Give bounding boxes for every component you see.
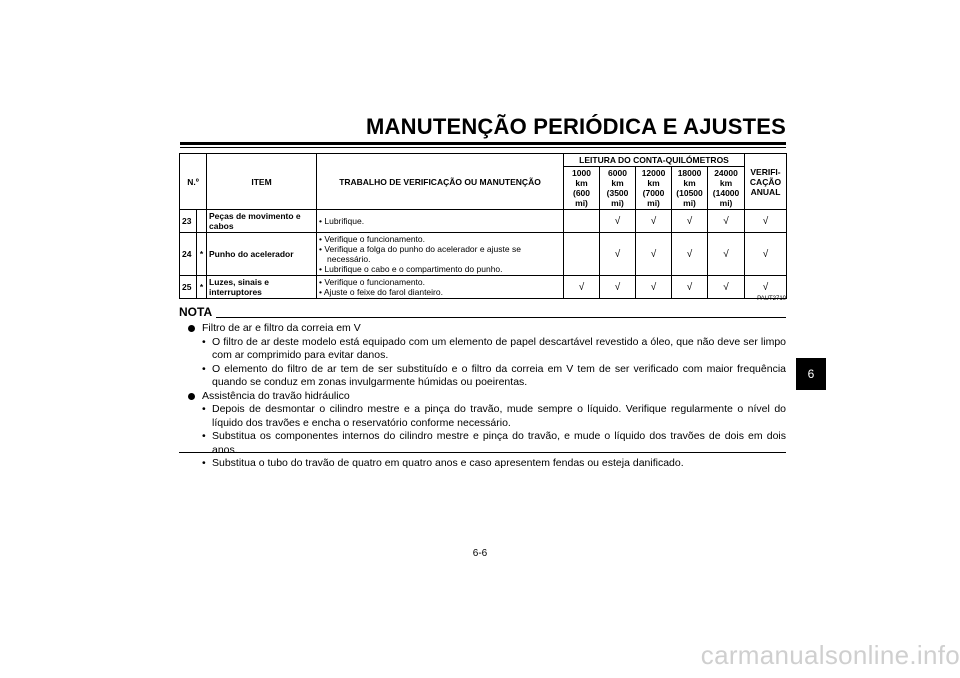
nota-item	[188, 336, 786, 363]
table-row	[180, 210, 787, 233]
nota-item	[188, 403, 786, 430]
check-cell: √	[636, 233, 672, 276]
table-row	[180, 276, 787, 299]
bullet-icon: •	[319, 264, 325, 274]
check-cell	[564, 233, 600, 276]
row-item: Luzes, sinais e interruptores	[207, 276, 317, 299]
check-cell: √	[745, 210, 787, 233]
check-cell: √	[600, 233, 636, 276]
bullet-icon: •	[202, 362, 206, 375]
task-item	[319, 264, 561, 274]
page-title: MANUTENÇÃO PERIÓDICA E AJUSTES	[366, 114, 786, 139]
task-item	[319, 287, 561, 297]
nota-item	[188, 457, 786, 471]
check-cell: √	[636, 276, 672, 299]
row-star: *	[197, 233, 207, 276]
bullet-dot-icon	[188, 393, 195, 400]
page-number: 6-6	[472, 548, 488, 559]
bullet-icon: •	[319, 216, 325, 226]
mi-value: (600 mi)	[573, 188, 591, 208]
row-item: Punho do acelerador	[207, 233, 317, 276]
bullet-icon: •	[202, 335, 206, 348]
bullet-dot-icon	[188, 325, 195, 332]
check-cell: √	[745, 233, 787, 276]
task-text: Verifique o funcionamento.	[324, 277, 426, 287]
check-cell: √	[708, 233, 745, 276]
bullet-icon: •	[202, 430, 206, 442]
mi-value: (14000 mi)	[712, 188, 740, 208]
check-cell: √	[564, 276, 600, 299]
row-number: 23	[180, 210, 197, 233]
bullet-icon: •	[319, 287, 324, 297]
row-tasks	[317, 276, 564, 299]
nota-item	[188, 363, 786, 390]
check-cell	[564, 210, 600, 233]
task-item	[319, 244, 561, 264]
header-num: N.º	[180, 154, 207, 210]
task-item	[319, 277, 561, 287]
km-value: 24000 km	[714, 168, 738, 188]
reference-code: PAUT2710	[757, 296, 786, 302]
nota-section-heading	[188, 322, 786, 336]
check-cell: √	[745, 276, 787, 299]
nota-section-heading	[188, 390, 786, 404]
header-km-3	[672, 167, 708, 210]
row-item: Peças de movimento e cabos	[207, 210, 317, 233]
table-row	[180, 233, 787, 276]
chapter-tab[interactable]: 6	[796, 358, 826, 390]
task-text: Lubrifique.	[324, 216, 365, 226]
header-work: TRABALHO DE VERIFICAÇÃO OU MANUTENÇÃO	[317, 154, 564, 210]
maintenance-table	[179, 153, 787, 299]
mi-value: (10500 mi)	[676, 188, 703, 208]
nota-rule	[216, 317, 786, 318]
mi-value: (7000 mi)	[642, 188, 665, 208]
header-item: ITEM	[207, 154, 317, 210]
nota-item-text: Depois de desmontar o cilindro mestre e a pinça do travão, mude sempre o líquido. Verifique regularmente o nível do líquido dos travões e encha o reservatório conforme necessário.	[212, 403, 786, 429]
task-text: Verifique o funcionamento.	[324, 234, 426, 244]
nota-item-text: O filtro de ar deste modelo está equipado com um elemento de papel descartável revestido a óleo, que não deve ser limpo com ar comprimido para evitar danos.	[212, 335, 786, 361]
header-annual: VERIFI-CAÇÃO ANUAL	[745, 154, 787, 210]
header-km-2	[636, 167, 672, 210]
task-text: Ajuste o feixe do farol dianteiro.	[323, 287, 443, 297]
check-cell: √	[708, 210, 745, 233]
section-heading-text: Assistência do travão hidráulico	[202, 389, 350, 402]
check-cell: √	[672, 276, 708, 299]
km-value: 18000 km	[677, 168, 702, 188]
check-cell: √	[672, 233, 708, 276]
row-tasks	[317, 210, 564, 233]
bottom-rule	[179, 452, 786, 453]
row-number: 24	[180, 233, 197, 276]
task-text: Verifique a folga do punho do acelerador e ajuste se necessário.	[324, 244, 521, 264]
title-rule	[180, 142, 786, 145]
nota-item-text: O elemento do filtro de ar tem de ser substituído e o filtro da correia em V tem de ser verificado com maior frequência quando se conduz em zonas invulgarmente húmidas ou poeirentas.	[212, 362, 786, 388]
section-heading-text: Filtro de ar e filtro da correia em V	[202, 322, 361, 334]
km-value: 6000 km	[608, 168, 627, 188]
header-km-1	[600, 167, 636, 210]
check-cell: √	[600, 276, 636, 299]
km-value: 12000 km	[641, 168, 666, 188]
header-odometer: LEITURA DO CONTA-QUILÓMETROS	[564, 154, 745, 167]
mi-value: (3500 mi)	[606, 188, 629, 208]
header-km-4	[708, 167, 745, 210]
row-tasks	[317, 233, 564, 276]
km-value: 1000 km	[572, 168, 591, 188]
nota-title: NOTA	[179, 305, 213, 319]
bullet-icon: •	[319, 277, 325, 287]
nota-item-text: Substitua o tubo do travão de quatro em quatro anos e caso apresentem fendas ou esteja danificado.	[212, 457, 684, 469]
task-item	[319, 234, 561, 244]
row-star: *	[197, 276, 207, 299]
bullet-icon: •	[319, 234, 325, 244]
check-cell: √	[708, 276, 745, 299]
check-cell: √	[636, 210, 672, 233]
bullet-icon: •	[319, 244, 325, 254]
bullet-icon: •	[202, 457, 206, 469]
nota-item-text: Substitua os componentes internos do cilindro mestre e pinça do travão, e mude o líquido dos travões de dois em dois anos.	[212, 430, 786, 456]
check-cell: √	[672, 210, 708, 233]
task-item	[319, 216, 561, 226]
header-km-0	[564, 167, 600, 210]
watermark: carmanualsonline.info	[700, 640, 960, 670]
task-text: Lubrifique o cabo e o compartimento do punho.	[324, 264, 503, 274]
title-rule-thin	[180, 147, 786, 148]
check-cell: √	[600, 210, 636, 233]
bullet-icon: •	[202, 403, 206, 415]
row-star	[197, 210, 207, 233]
nota-body	[188, 322, 786, 471]
row-number: 25	[180, 276, 197, 299]
